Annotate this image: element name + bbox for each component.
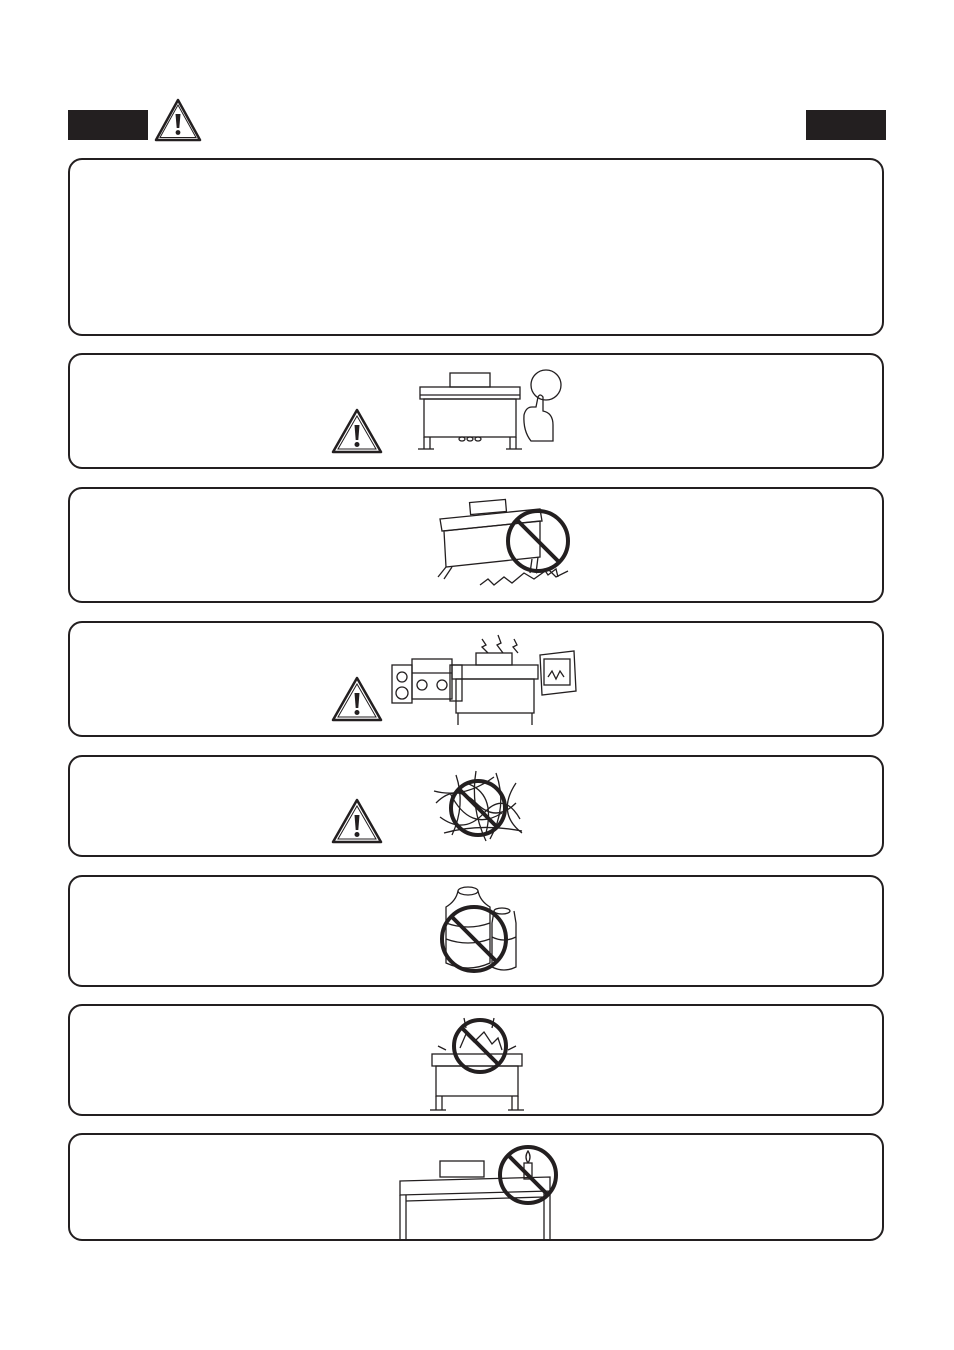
piano-on-cracked-floor-prohibited-illustration — [420, 497, 580, 592]
no-containers-panel — [68, 875, 884, 987]
header-right-bar — [806, 110, 886, 140]
candle-on-piano-prohibited-illustration — [390, 1137, 560, 1241]
piano-between-stereo-and-tv-illustration — [388, 629, 588, 729]
no-objects-on-top-panel — [68, 1004, 884, 1116]
header-left-bar — [68, 110, 148, 140]
warning-triangle-icon — [330, 407, 384, 455]
warning-triangle-icon — [330, 675, 384, 723]
tangled-cords-prohibited-illustration — [426, 763, 536, 853]
no-uneven-floor-panel — [68, 487, 884, 603]
unplug-panel — [68, 353, 884, 469]
warning-triangle-icon — [153, 97, 203, 143]
interference-panel — [68, 621, 884, 737]
objects-on-piano-prohibited-illustration — [426, 1008, 536, 1114]
no-open-flame-panel — [68, 1133, 884, 1241]
warning-triangle-icon — [330, 797, 384, 845]
vase-and-containers-prohibited-illustration — [436, 883, 536, 983]
intro-panel — [68, 158, 884, 336]
piano-with-hand-pulling-plug-illustration — [416, 365, 566, 455]
no-tangled-cords-panel — [68, 755, 884, 857]
